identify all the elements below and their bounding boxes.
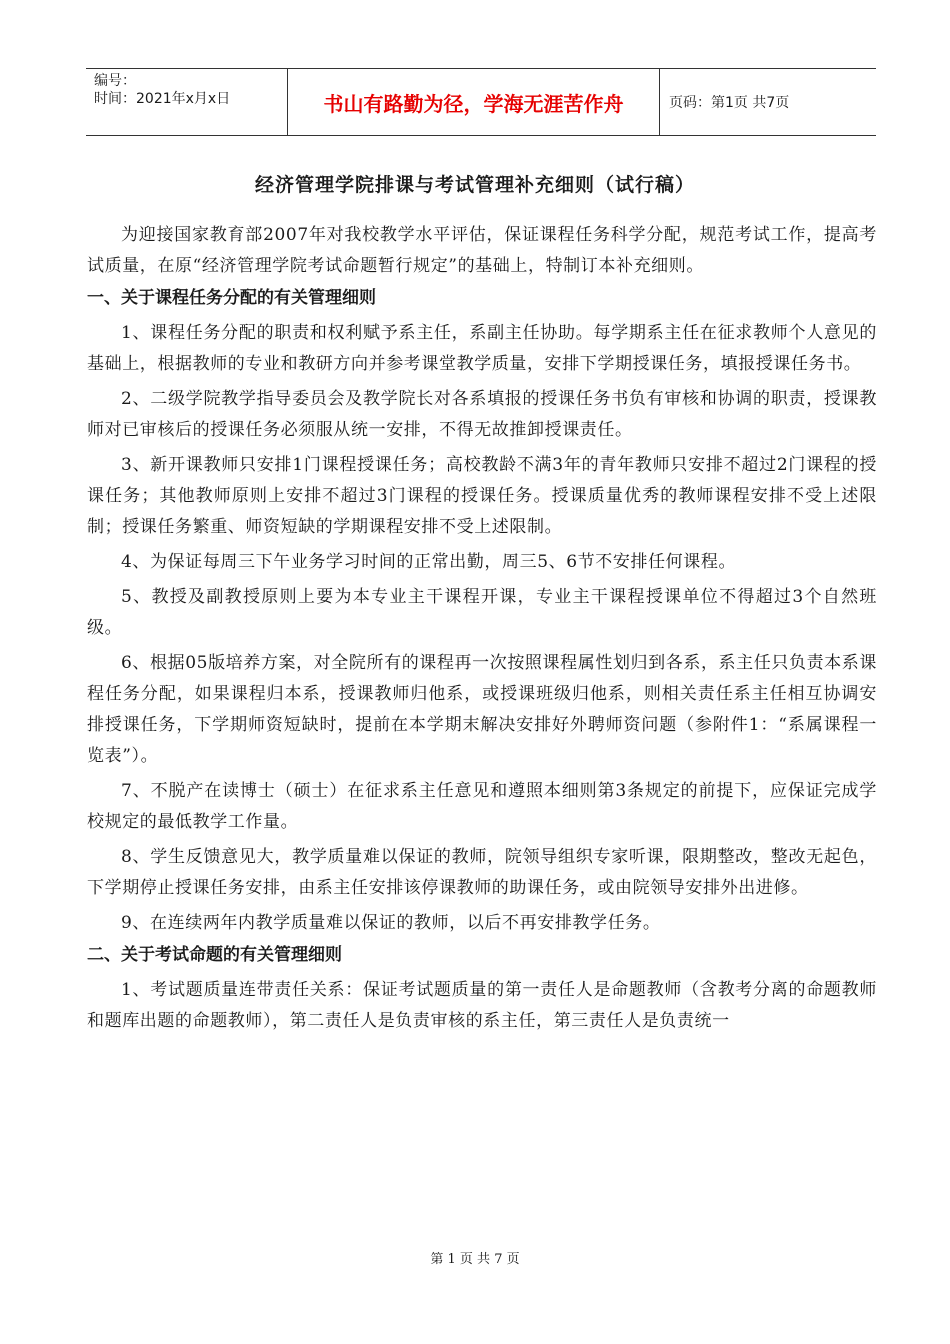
section-1-item-7: 7、不脱产在读博士（硕士）在征求系主任意见和遵照本细则第3条规定的前提下，应保证完成学校规定的最低教学工作量。	[87, 781, 877, 832]
motto-text: 书山有路勤为径，学海无涯苦作舟	[323, 91, 624, 116]
section-1-item-6: 6、根据05版培养方案，对全院所有的课程再一次按照课程属性划归到各系，系主任只负责本系课程任务分配，如果课程归本系，授课教师归他系，或授课班级归他系，则相关责任系主任相互协调安排授课任务，下学期师资短缺时，提前在本学期末解决安排好外聘师资问题（参附件1：“系属课程一览表”）。	[87, 653, 877, 766]
intro-paragraph: 为迎接国家教育部2007年对我校教学水平评估，保证课程任务科学分配，规范考试工作，提高考试质量，在原“经济管理学院考试命题暂行规定”的基础上，特制订本补充细则。	[87, 225, 877, 276]
section-1-item-4: 4、为保证每周三下午业务学习时间的正常出勤，周三5、6节不安排任何课程。	[121, 552, 737, 572]
page-footer	[0, 1248, 950, 1267]
section-2-item-1: 1、考试题质量连带责任关系：保证考试题质量的第一责任人是命题教师（含教考分离的命题教师和题库出题的命题教师），第二责任人是负责审核的系主任，第三责任人是负责统一	[87, 980, 877, 1031]
document-body	[87, 220, 877, 1037]
page-info-cell	[660, 69, 876, 135]
section-2-heading: 二、关于考试命题的有关管理细则	[87, 945, 342, 965]
header-meta-cell	[86, 69, 287, 135]
section-1-item-5: 5、教授及副教授原则上要为本专业主干课程开课，专业主干课程授课单位不得超过3个自然班级。	[87, 587, 877, 638]
section-1-item-9: 9、在连续两年内教学质量难以保证的教师，以后不再安排教学任务。	[121, 913, 661, 933]
section-1-heading: 一、关于课程任务分配的有关管理细则	[87, 288, 376, 308]
document-header	[86, 68, 876, 136]
section-1-item-8: 8、学生反馈意见大，教学质量难以保证的教师，院领导组织专家听课，限期整改，整改无起色，下学期停止授课任务安排，由系主任安排该停课教师的助课任务，或由院领导安排外出进修。	[87, 847, 877, 898]
footer-page-number: 第 1 页 共 7 页	[430, 1252, 520, 1267]
section-1-item-2: 2、二级学院教学指导委员会及教学院长对各系填报的授课任务书负有审核和协调的职责，授课教师对已审核后的授课任务必须服从统一安排，不得无故推卸授课责任。	[87, 389, 877, 440]
section-1-item-1: 1、课程任务分配的职责和权利赋予系主任，系副主任协助。每学期系主任在征求教师个人意见的基础上，根据教师的专业和教研方向并参考课堂教学质量，安排下学期授课任务，填报授课任务书。	[87, 323, 877, 374]
motto-cell	[287, 69, 660, 135]
number-label: 编号：	[94, 73, 136, 89]
page-info-text: 页码：第1页 共7页	[669, 95, 790, 111]
document-title: 经济管理学院排课与考试管理补充细则（试行稿）	[254, 174, 695, 196]
time-label: 时间：2021年x月x日	[94, 91, 231, 107]
section-1-item-3: 3、新开课教师只安排1门课程授课任务；高校教龄不满3年的青年教师只安排不超过2门课程的授课任务；其他教师原则上安排不超过3门课程的授课任务。授课质量优秀的教师课程安排不受上述限制；授课任务繁重、师资短缺的学期课程安排不受上述限制。	[87, 455, 877, 537]
